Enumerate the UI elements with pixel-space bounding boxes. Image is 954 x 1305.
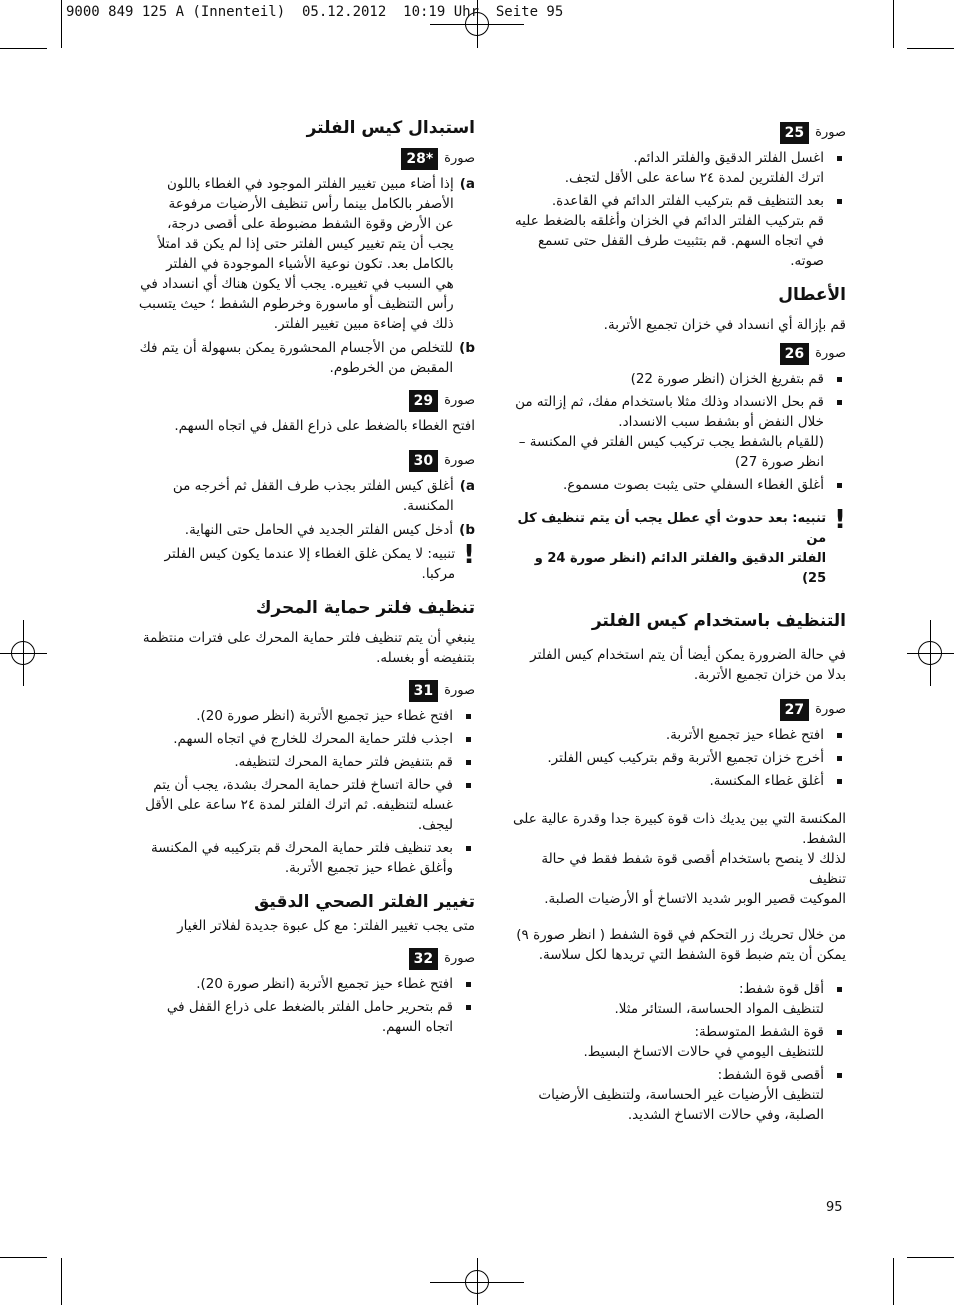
list-item: قم بتفريغ الخزان (انظر صورة 22) <box>508 369 846 389</box>
step-b <box>133 520 475 540</box>
step-text: أدخل كيس الفلتر الجديد في الحامل حتى النهاية. <box>184 522 454 538</box>
registration-mark-icon <box>930 620 931 686</box>
section-title-bag: التنظيف باستخدام كيس الفلتر <box>591 611 846 631</box>
crop-mark <box>61 0 62 48</box>
list-item: اجذب فلتر حماية المحرك للخارج في اتجاه السهم. <box>133 729 475 749</box>
registration-mark-icon <box>477 1258 478 1305</box>
figure-number: 27 <box>780 699 809 721</box>
step-text: أغلق كيس الفلتر بجذب طرف القفل ثم أخرجه من المكنسة. <box>172 478 454 514</box>
print-header: 9000 849 125 A (Innenteil) 05.12.2012 10:19 Uhr Seite 95 <box>66 4 564 20</box>
crop-mark <box>0 48 47 49</box>
fig25-list <box>508 148 846 271</box>
list-item: افتح غطاء حيز تجميع الأتربة (انظر صورة 20). <box>133 974 475 994</box>
step-a <box>133 476 475 516</box>
crop-mark <box>907 48 954 49</box>
step-letter: a) <box>459 478 475 494</box>
step-letter: b) <box>459 522 475 538</box>
list-item: أقل قوة شفط: لتنظيف المواد الحساسة، الستائر مثلا. <box>508 979 846 1019</box>
right-column <box>508 116 846 1133</box>
figure-number: 30 <box>409 450 438 472</box>
exclamation-icon: ! <box>834 505 846 535</box>
list-item: بعد تنظيف فلتر حماية المحرك قم بتركيبه في المكنسة وأغلق غطاء حيز تجميع الأتربة. <box>133 838 475 878</box>
crop-mark <box>893 0 894 48</box>
paragraph: المكنسة التي بين يديك ذات قوة كبيرة جدا وقدرة عالية على الشفط. لذلك لا ينصح باستخدام أقصى قوة شفط فقط في حالة تنظيف الموكيت قصير الوبر شديد الاتساخ أو الأرضيات الصلبة. <box>513 811 846 907</box>
figure-ref-29 <box>133 390 475 412</box>
figure-number: 32 <box>409 948 438 970</box>
step-text: للتخلص من الأجسام المحشورة يمكن بسهولة أن يتم فك المقبض من الخرطوم. <box>139 340 454 376</box>
registration-mark-icon <box>23 620 24 686</box>
figure-label: صورة <box>444 453 475 468</box>
step-text: إذا أضاء مبين تغيير الفلتر الموجود في الغطاء باللون الأصفر بالكامل بينما رأس تنظيف الأرضيات مرفوعة عن الأرض وقوة الشفط مضبوطة على أقصى درجة، يجب أن يتم تغيير كيس الفلتر حتى إذا لم يكن قد امتلأ بالكامل بعد. تكون نوعية الأشياء الموجودة في الفلتر هي السبب في تغييره. يجب ألا يكون هناك أي انسداد في رأس التنظيف أو ماسورة وخرطوم الشفط ؛ حيث يتسبب ذلك في إضاءة مبين تغيير الفلتر. <box>138 176 454 332</box>
exclamation-icon: ! <box>463 540 475 570</box>
figure-number: 31 <box>409 680 438 702</box>
list-item: قم بتنفيض فلتر حماية المحرك لتنظيفه. <box>133 752 475 772</box>
warning-note <box>133 540 475 584</box>
figure-label: صورة <box>444 393 475 408</box>
step-a <box>133 174 475 334</box>
figure-number: 26 <box>780 343 809 365</box>
fig32-list <box>133 974 475 1037</box>
figure-ref-28 <box>133 148 475 170</box>
list-item: قوة الشفط المتوسطة: للتنظيف اليومي في حالات الاتساخ البسيط. <box>508 1022 846 1062</box>
figure-number: 25 <box>780 122 809 144</box>
crop-mark <box>893 1258 894 1305</box>
figure-label: صورة <box>444 683 475 698</box>
fig31-list <box>133 706 475 878</box>
paragraph: من خلال تحريك زر التحكم في قوة الشفط ( انظر صورة ٩) يمكن أن يتم ضبط قوة الشفط التي تريدها لكل سلاسة. <box>516 927 846 963</box>
figure-number: 29 <box>409 390 438 412</box>
left-column <box>133 110 475 1045</box>
list-item: أغلق غطاء المكنسة. <box>508 771 846 791</box>
fig27-list <box>508 725 846 791</box>
list-item: قم بحل الانسداد وذلك مثلا باستخدام مفك، ثم إزالته من خلال النفض أو بشفط سبب الانسداد. (للقيام بالشفط يجب تركيب كيس الفلتر في المكنسة – انظر صورة 27) <box>508 392 846 472</box>
list-item: أخرج خزان تجميع الأتربة وقم بتركيب كيس الفلتر. <box>508 748 846 768</box>
step-letter: a) <box>459 176 475 192</box>
list-item: افتح غطاء حيز تجميع الأتربة. <box>508 725 846 745</box>
figure-label: صورة <box>815 125 846 140</box>
figure-label: صورة <box>444 951 475 966</box>
page-number: 95 <box>826 1200 843 1215</box>
list-item: قم بتحرير حامل الفلتر بالضغط على ذراع القفل في اتجاه السهم. <box>133 997 475 1037</box>
figure-number: *28 <box>401 148 438 170</box>
list-item: بعد التنظيف قم بتركيب الفلتر الدائم في القاعدة. قم بتركيب الفلتر الدائم في الخزان وأغلقه بالضغط عليه في اتجاه السهم. قم بتثبيت طرف القفل حتى تسمع صوته. <box>508 191 846 271</box>
warning-text: تنبيه: لا يمكن غلق الغطاء إلا عندما يكون كيس الفلتر مركبا. <box>164 546 456 582</box>
figure-ref-27 <box>508 699 846 721</box>
section-title-micro-filter: تغيير الفلتر الصحي الدقيق <box>254 892 475 912</box>
figure-label: صورة <box>815 346 846 361</box>
crop-mark <box>907 1257 954 1258</box>
figure-ref-26 <box>508 343 846 365</box>
figure-ref-25 <box>508 122 846 144</box>
paragraph: افتح الغطاء بالضغط على ذراع القفل في اتجاه السهم. <box>174 418 475 434</box>
list-item: في حالة اتساخ فلتر حماية المحرك بشدة، يجب أن يتم غسله لتنظيفه. ثم اترك الفلتر لمدة ٢٤ ساعة على الأقل ليجف. <box>133 775 475 835</box>
section-title-faults: الأعطال <box>778 285 846 305</box>
section-title-replace-bag: استبدال كيس الفلتر <box>306 118 475 138</box>
figure-label: صورة <box>815 702 846 717</box>
list-item: افتح غطاء حيز تجميع الأتربة (انظر صورة 20). <box>133 706 475 726</box>
step-letter: b) <box>459 340 475 356</box>
list-item: اغسل الفلتر الدقيق والفلتر الدائم. اترك الفلترين لمدة ٢٤ ساعة على الأقل لتجف. <box>508 148 846 188</box>
crop-mark <box>61 1258 62 1305</box>
list-item: أقصى قوة الشفط: لتنظيف الأرضيات غير الحساسة، ولتنظيف الأرضيات الصلبة، وفي حالات الاتساخ الشديد. <box>508 1065 846 1125</box>
figure-ref-32 <box>133 948 475 970</box>
fig26-list <box>508 369 846 495</box>
step-b <box>133 338 475 378</box>
crop-mark <box>0 1257 47 1258</box>
warning-text: تنبيه: بعد حدوث أي عطل يجب أن يتم تنظيف كل من الفلتر الدقيق والفلتر الدائم (انظر صورة 24 و 25) <box>517 511 827 586</box>
figure-ref-31 <box>133 680 475 702</box>
paragraph: متى يجب تغيير الفلتر: مع كل عبوة جديدة لفلاتر الغيار <box>177 918 475 934</box>
warning-note <box>508 505 846 589</box>
section-title-motor-filter: تنظيف فلتر حماية المحرك <box>255 598 475 618</box>
figure-label: صورة <box>444 151 475 166</box>
paragraph: في حالة الضرورة يمكن أيضا أن يتم استخدام كيس الفلتر بدلا من خزان تجميع الأتربة. <box>530 647 846 683</box>
list-item: أغلق الغطاء السفلي حتى يثبت بصوت مسموع. <box>508 475 846 495</box>
figure-ref-30 <box>133 450 475 472</box>
power-list <box>508 979 846 1125</box>
paragraph: قم بإزالة أي انسداد في خزان تجميع الأتربة. <box>603 317 846 333</box>
paragraph: ينبغي أن يتم تنظيف فلتر حماية المحرك على فترات منتظمة بتنفيضه أو بغسله. <box>142 630 475 666</box>
